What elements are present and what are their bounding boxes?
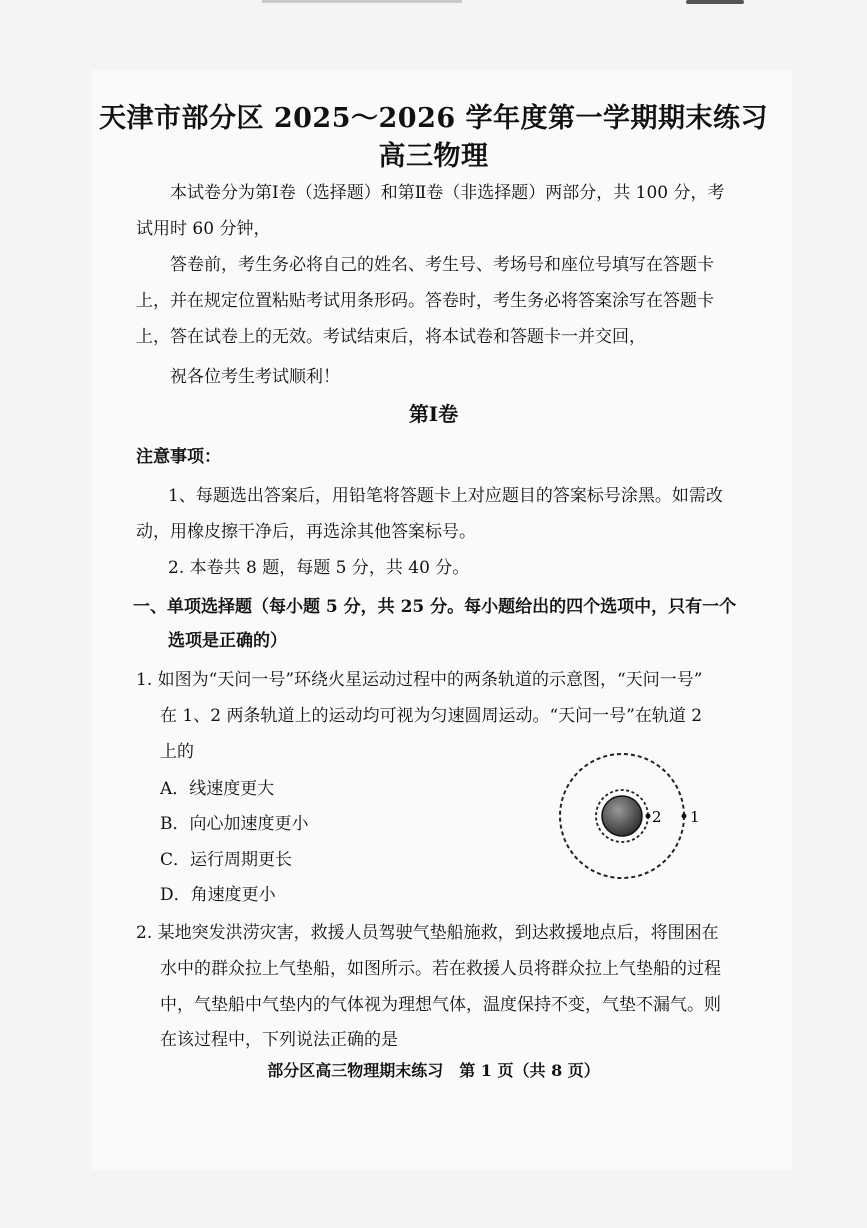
- section-title: 第Ⅰ卷: [408, 402, 459, 426]
- part1-heading-line2: 选项是正确的）: [168, 631, 287, 651]
- q1-line2: 在 1、2 两条轨道上的运动均可视为匀速圆周运动。“天问一号”在轨道 2: [160, 706, 703, 726]
- intro-p1-line1: 本试卷分为第Ⅰ卷（选择题）和第Ⅱ卷（非选择题）两部分，共 100 分，考: [170, 183, 725, 203]
- notice-2: 2. 本卷共 8 题，每题 5 分，共 40 分。: [168, 558, 470, 578]
- part1-heading-line1: 一、单项选择题（每小题 5 分，共 25 分。每小题给出的四个选项中，只有一个: [133, 597, 737, 617]
- notice-label: 注意事项：: [136, 447, 221, 467]
- top-edge-marks: [0, 0, 867, 10]
- q1-option-d: D．角速度更小: [160, 885, 276, 905]
- q2-line1: 2. 某地突发洪涝灾害，救援人员驾驶气垫船施救，到达救援地点后，将围困在: [136, 923, 719, 943]
- intro-p1-line2: 试用时 60 分钟，: [136, 219, 271, 239]
- q2-line3: 中，气垫船中气垫内的气体视为理想气体，温度保持不变，气垫不漏气。则: [160, 995, 721, 1015]
- intro-p2-line2: 上，并在规定位置粘贴考试用条形码。答卷时，考生务必将答案涂写在答题卡: [136, 291, 714, 311]
- orbit-1-label: 1: [690, 808, 700, 826]
- q2-line4: 在该过程中，下列说法正确的是: [160, 1030, 398, 1050]
- orbit-diagram: [556, 748, 706, 888]
- q1-option-c: C．运行周期更长: [160, 850, 293, 870]
- orbit-1-point: [682, 814, 687, 819]
- q2-line2: 水中的群众拉上气垫船，如图所示。若在救援人员将群众拉上气垫船的过程: [160, 959, 721, 979]
- q1-option-b: B．向心加速度更小: [160, 814, 309, 834]
- orbit-2-label: 2: [652, 808, 662, 826]
- top-mark-left: [262, 0, 462, 3]
- q1-line3: 上的: [160, 742, 194, 762]
- mars-planet-icon: [602, 796, 642, 836]
- exam-title: 天津市部分区 2025～2026 学年度第一学期期末练习: [98, 103, 769, 134]
- q1-option-a: A．线速度更大: [160, 779, 275, 799]
- intro-p3: 祝各位考生考试顺利！: [170, 367, 340, 387]
- notice-1-line2: 动，用橡皮擦干净后，再选涂其他答案标号。: [136, 522, 476, 542]
- orbit-2-point: [646, 814, 651, 819]
- top-mark-right: [686, 0, 744, 4]
- intro-p2-line1: 答卷前，考生务必将自己的姓名、考生号、考场号和座位号填写在答题卡: [170, 255, 714, 275]
- q1-line1: 1. 如图为“天问一号”环绕火星运动过程中的两条轨道的示意图，“天问一号”: [136, 670, 703, 690]
- intro-p2-line3: 上，答在试卷上的无效。考试结束后，将本试卷和答题卡一并交回，: [136, 327, 646, 347]
- exam-subject: 高三物理: [378, 141, 489, 172]
- notice-1-line1: 1、每题选出答案后，用铅笔将答题卡上对应题目的答案标号涂黑。如需改: [168, 486, 723, 506]
- page-footer: 部分区高三物理期末练习 第 1 页（共 8 页）: [267, 1061, 600, 1080]
